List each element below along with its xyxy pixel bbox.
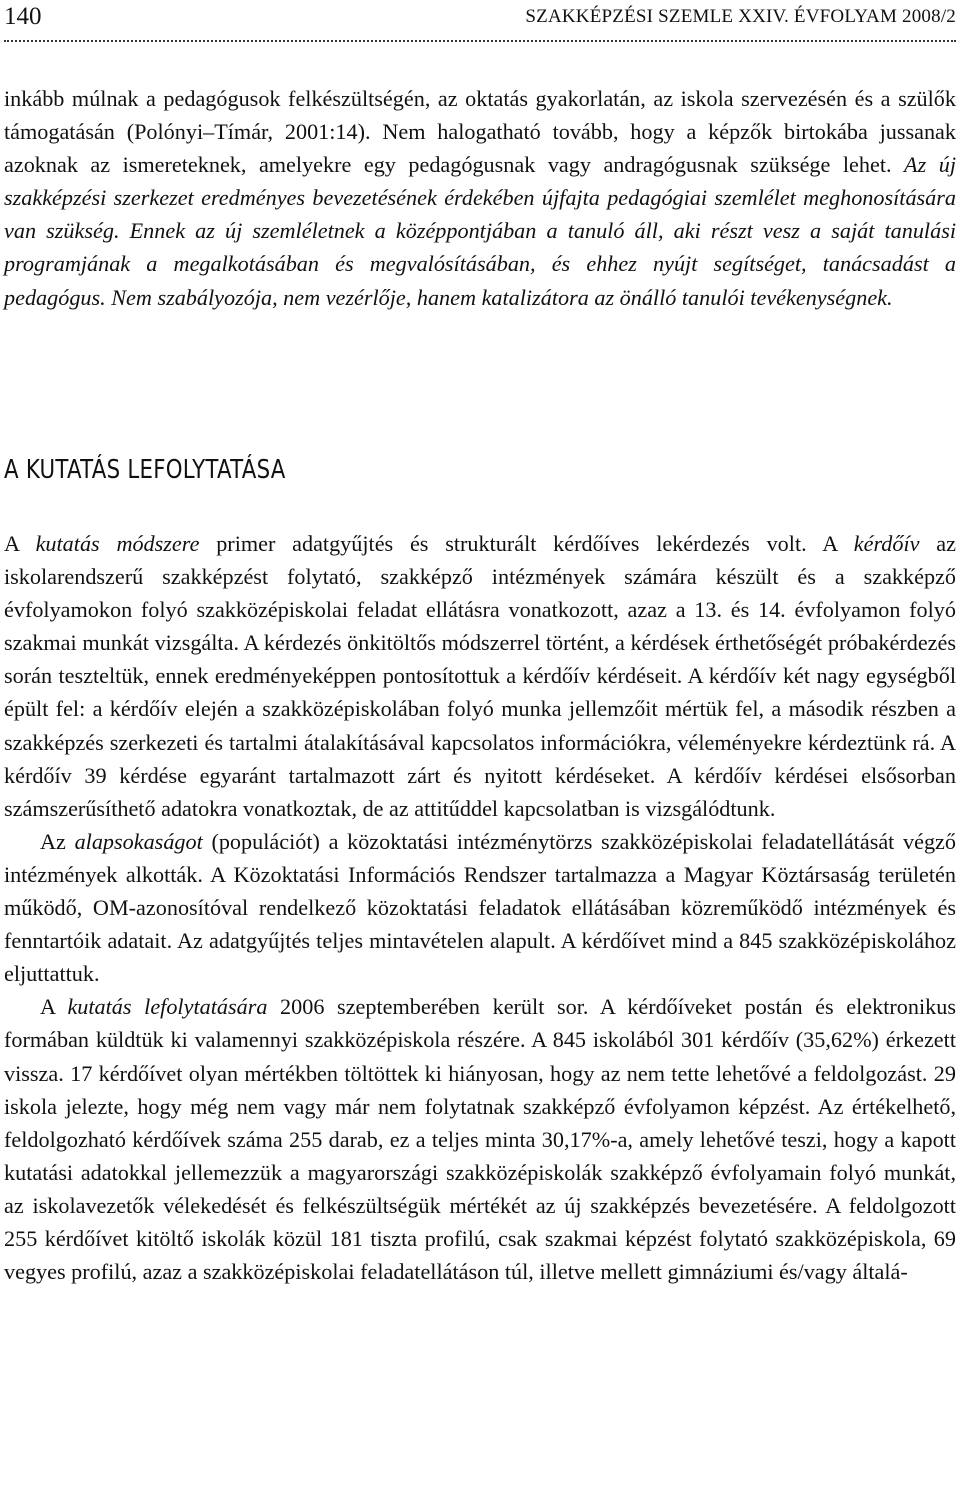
p1-italic-2: kérdőív <box>853 531 920 556</box>
intro-paragraph <box>4 82 956 314</box>
body-text <box>4 527 956 1288</box>
paragraph-population <box>4 825 956 990</box>
p1-text-3: az iskolarendszerű szakképzést folytató, szakképző intézmények számára készült és a szakképző évfolyamokon folyó szakközépiskolai feladat ellátásra vonatkozott, azaz a 13. és 14. évfolyamon folyó szakmai munkát vizsgálta. A kérdezés önkitöltős módszerrel történt, a kérdések érthetőségét próbakérdezés során teszteltük, ennek eredményeképpen pontosítottuk a kérdőív kérdéseit. A kérdőív két nagy egységből épült fel: a kérdőív elején a szakközépiskolában folyó munka jellemzőit mértük fel, a második részben a szakképzés szerkezeti és tartalmi átalakításával kapcsolatos információkra, véleményekre kérdeztünk rá. A kérdőív 39 kérdése egyaránt tartalmazott zárt és nyitott kérdéseket. A kérdőív kérdései elsősorban számszerűsíthető adatokra vonatkoztak, de az attitűddel kapcsolatban is vizsgálódtunk. <box>4 531 956 821</box>
intro-text <box>4 82 956 314</box>
p2-italic-1: alapsokaságot <box>74 828 203 854</box>
p2-text-1: Az <box>40 828 75 854</box>
journal-title: SZAKKÉPZÉSI SZEMLE XXIV. ÉVFOLYAM 2008/2 <box>525 6 956 27</box>
paragraph-conduct <box>4 990 956 1288</box>
p1-text-1: A <box>4 531 36 556</box>
running-header <box>4 2 956 32</box>
p3-italic-1: kutatás lefolytatására <box>67 994 268 1020</box>
p3-text-2: 2006 szeptemberében került sor. A kérdőíveket postán és elektronikus formában küldtük ki valamennyi szakközépiskola részére. A 845 iskolából 301 kérdőív (35,62%) érkezett vissza. 17 kérdőívet olyan mértékben töltöttek ki hiányosan, hogy az nem tette lehetővé a feldolgozást. 29 iskola jelezte, hogy még nem vagy már nem folytatnak szakképző évfolyamon képzést. Az értékelhető, feldolgozható kérdőívek száma 255 darab, ez a teljes minta 30,17%-a, amely lehetővé teszi, hogy a kapott kutatási adatokkal jellemezzük a magyarországi szakközépiskolák szakképző évfolyamain folyó munkát, az iskolavezetők vélekedését és felkészültségük mértékét az új szakképzés bevezetésére. A feldolgozott 255 kérdőívet kitöltő iskolák közül 181 tiszta profilú, csak szakmai képzést folytató szakközépiskola, 69 vegyes profilú, azaz a szakközépiskolai feladatellátáson túl, illetve mellett gimnáziumi és/vagy általá- <box>4 994 956 1285</box>
paragraph-method <box>4 527 956 825</box>
p1-italic-1: kutatás módszere <box>35 531 200 556</box>
page-number: 140 <box>4 3 42 30</box>
p1-text-2: primer adatgyűjtés és strukturált kérdőíves lekérdezés volt. A <box>199 531 854 556</box>
p2-text-2: (populációt) a közoktatási intézménytörzs szakközépiskolai feladatellátását végző intézmények alkották. A Közoktatási Információs Rendszer tartalmazza a Magyar Köztársaság területén működő, OM-azonosítóval rendelkező közoktatási feladatok ellátásában közreműködő intézmények és fenntartóik adatait. Az adatgyűjtés teljes mintavételen alapult. A kérdőívet mind a 845 szakközépiskolához eljuttattuk. <box>4 828 957 987</box>
intro-normal-text: inkább múlnak a pedagógusok felkészültségén, az oktatás gyakorlatán, az iskola szervezésén és a szülők támogatásán (Polónyi–Tímár, 2001:14). Nem halogatható tovább, hogy a képzők birtokába jussanak azoknak az ismereteknek, amelyekre egy pedagógusnak vagy andragógusnak szüksége lehet. <box>4 86 956 178</box>
p3-text-1: A <box>40 994 68 1020</box>
header-dotted-rule <box>4 40 956 42</box>
section-heading: A KUTATÁS LEFOLYTATÁSA <box>4 455 286 485</box>
intro-italic-text: Az új szakképzési szerkezet eredményes bevezetésének érdekében újfajta pedagógiai szemlélet meghonosítására van szükség. Ennek az új szemléletnek a középpontjában a tanuló áll, aki részt vesz a saját tanulási programjának a megalkotásában és megvalósításában, és ehhez nyújt segítséget, tanácsadást a pedagógus. Nem szabályozója, nem vezérlője, hanem katalizátora az önálló tanulói tevékenységnek. <box>4 152 956 310</box>
